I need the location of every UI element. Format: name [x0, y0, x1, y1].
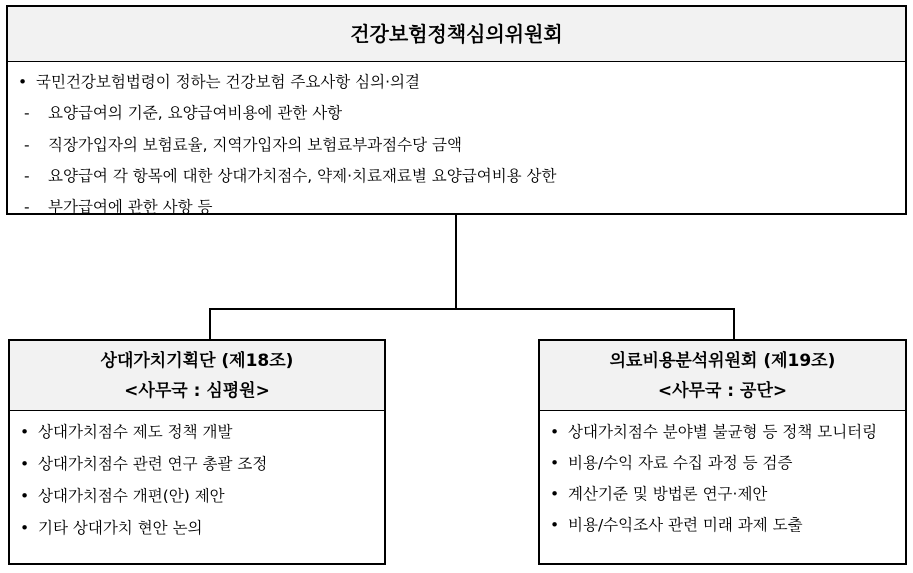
connector-vertical-right — [733, 308, 735, 339]
top-box-sub-item — [18, 131, 905, 162]
dash-icon: - — [24, 104, 30, 123]
right-box-header — [540, 341, 905, 411]
right-box-list — [540, 411, 905, 541]
connector-horizontal — [209, 308, 734, 310]
connector-vertical-left — [209, 308, 211, 339]
left-box-item — [20, 481, 384, 513]
medical-cost-analysis-committee-box — [538, 339, 907, 565]
bullet-icon: • — [550, 516, 560, 534]
left-box-item — [20, 449, 384, 481]
bullet-icon: • — [20, 487, 30, 505]
bullet-icon: • — [20, 423, 30, 441]
dash-icon: - — [24, 135, 30, 154]
right-box-item-text: 비용/수익 자료 수집 과정 등 검증 — [568, 454, 793, 472]
left-box-list — [10, 411, 384, 545]
top-box-sub-item — [18, 99, 905, 130]
left-box-secretariat: <사무국 : 심평원> — [124, 381, 270, 401]
right-box-title: 의료비용분석위원회 (제19조) — [609, 351, 836, 371]
top-box-main-item-text: 국민건강보험법령이 정하는 건강보험 주요사항 심의·의결 — [36, 73, 420, 91]
left-box-item-text: 기타 상대가치 현안 논의 — [38, 519, 203, 537]
dash-icon: - — [24, 166, 30, 185]
right-box-item — [550, 448, 905, 479]
right-box-item — [550, 417, 905, 448]
top-box-title: 건강보험정책심의위원회 — [8, 7, 905, 62]
bullet-icon: • — [550, 454, 560, 472]
top-box-sub-item — [18, 162, 905, 193]
right-box-item — [550, 510, 905, 541]
left-box-item-text: 상대가치점수 제도 정책 개발 — [38, 423, 233, 441]
bullet-icon: • — [550, 423, 560, 441]
right-box-item — [550, 479, 905, 510]
left-box-header — [10, 341, 384, 411]
left-box-item — [20, 513, 384, 545]
top-box-list — [8, 62, 905, 224]
bullet-icon: • — [20, 519, 30, 537]
left-box-item-text: 상대가치점수 개편(안) 제안 — [38, 487, 225, 505]
left-box-item — [20, 417, 384, 449]
left-box-title: 상대가치기획단 (제18조) — [100, 351, 294, 371]
health-insurance-policy-committee-box — [6, 5, 907, 215]
left-box-item-text: 상대가치점수 관련 연구 총괄 조정 — [38, 455, 268, 473]
top-box-main-item — [18, 68, 905, 99]
right-box-item-text: 계산기준 및 방법론 연구·제안 — [568, 485, 768, 503]
relative-value-planning-group-box — [8, 339, 386, 565]
bullet-icon: • — [550, 485, 560, 503]
dash-icon: - — [24, 198, 30, 217]
top-box-sub-item-text: 요양급여의 기준, 요양급여비용에 관한 사항 — [48, 104, 343, 123]
top-box-sub-item-text: 직장가입자의 보험료율, 지역가입자의 보험료부과점수당 금액 — [48, 135, 462, 154]
right-box-item-text: 상대가치점수 분야별 불균형 등 정책 모니터링 — [568, 423, 878, 441]
connector-vertical-main — [455, 215, 457, 309]
top-box-sub-item-text: 부가급여에 관한 사항 등 — [48, 198, 213, 217]
top-box-sub-item-text: 요양급여 각 항목에 대한 상대가치점수, 약제·치료재료별 요양급여비용 상한 — [48, 166, 557, 185]
bullet-icon: • — [20, 455, 30, 473]
right-box-secretariat: <사무국 : 공단> — [657, 381, 788, 401]
top-box-sub-item — [18, 193, 905, 224]
right-box-item-text: 비용/수익조사 관련 미래 과제 도출 — [568, 516, 803, 534]
bullet-icon: • — [18, 73, 28, 91]
